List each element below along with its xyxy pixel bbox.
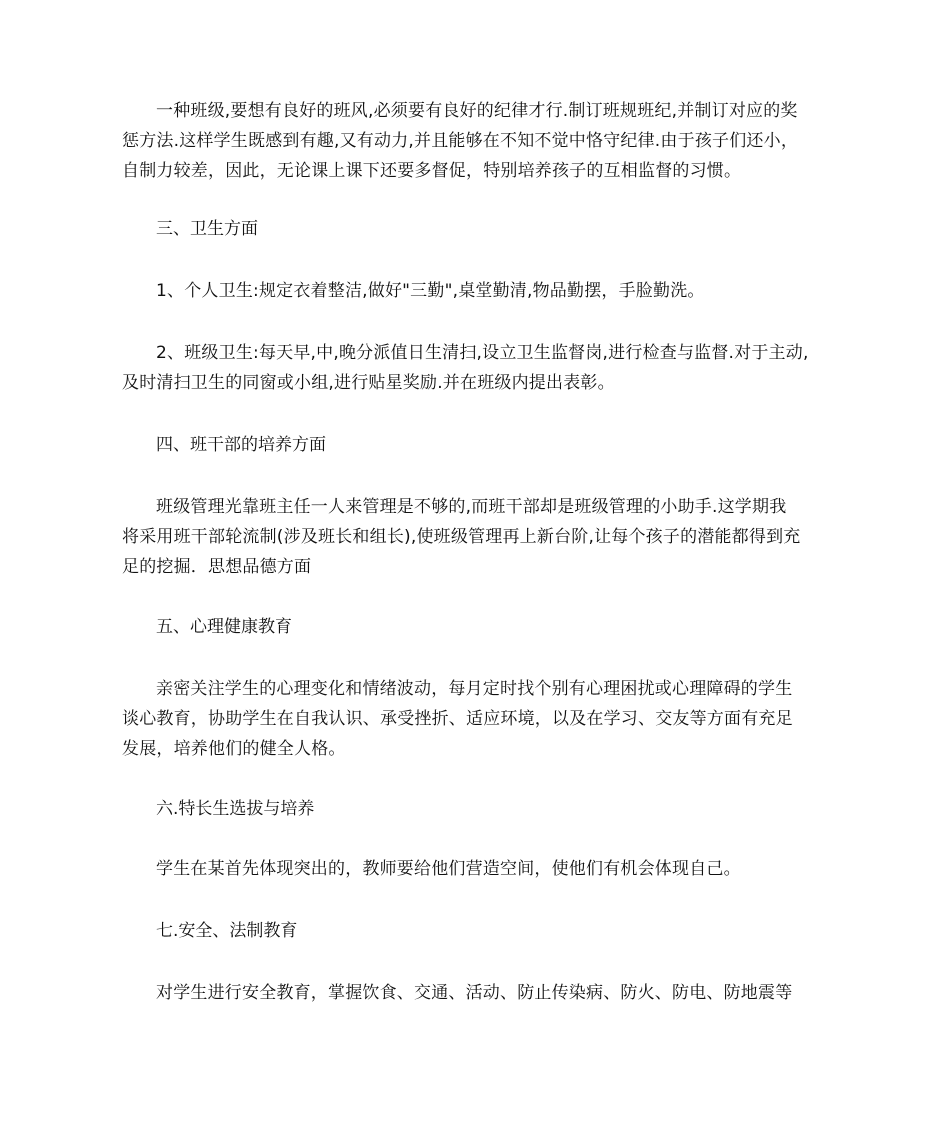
text-line: 班级管理光靠班主任一人来管理是不够的,而班干部却是班级管理的小助手.这学期我 (156, 497, 787, 517)
text-line: 将采用班干部轮流制(涉及班长和组长),使班级管理再上新台阶,让每个孩子的潜能都得到充 (122, 527, 801, 547)
paragraph-personal-hygiene (122, 276, 834, 306)
heading-text: 四、班干部的培养方面 (156, 435, 326, 455)
text-line: 一种班级,要想有良好的班风,必须要有良好的纪律才行.制订班规班纪,并制订对应的奖 (156, 101, 798, 121)
section-heading-hygiene (122, 214, 834, 244)
text-line: 对学生进行安全教育，掌握饮食、交通、活动、防止传染病、防火、防电、防地震等 (156, 983, 793, 1003)
text-line: 1、个人卫生:规定衣着整洁,做好"三勤",桌堂勤清,物品勤摆，手脸勤洗。 (156, 281, 705, 301)
text-line: 自制力较差，因此，无论课上课下还要多督促，特别培养孩子的互相监督的习惯。 (122, 161, 742, 181)
heading-text: 七.安全、法制教育 (156, 921, 298, 941)
paragraph-discipline (122, 96, 834, 186)
section-heading-mental-health (122, 612, 834, 642)
text-line: 惩方法.这样学生既感到有趣,又有动力,并且能够在不知不觉中恪守纪律.由于孩子们还小， (122, 131, 799, 151)
text-line: 发展，培养他们的健全人格。 (122, 739, 346, 759)
heading-text: 五、心理健康教育 (156, 617, 292, 637)
section-heading-talented-students (122, 794, 834, 824)
paragraph-class-hygiene (122, 338, 834, 398)
text-line: 亲密关注学生的心理变化和情绪波动，每月定时找个别有心理困扰或心理障碍的学生 (156, 679, 793, 699)
paragraph-talented-students (122, 854, 834, 884)
text-line: 足的挖掘．思想品德方面 (122, 557, 312, 577)
text-line: 及时清扫卫生的同窗或小组,进行贴星奖励.并在班级内提出表彰。 (122, 373, 615, 393)
heading-text: 三、卫生方面 (156, 219, 258, 239)
section-heading-class-cadres (122, 430, 834, 460)
paragraph-mental-health (122, 674, 834, 764)
paragraph-class-cadres (122, 492, 834, 582)
text-line: 2、班级卫生:每天早,中,晚分派值日生清扫,设立卫生监督岗,进行检查与监督.对于主动, (156, 343, 809, 363)
text-line: 谈心教育，协助学生在自我认识、承受挫折、适应环境，以及在学习、交友等方面有充足 (122, 709, 793, 729)
heading-text: 六.特长生选拔与培养 (156, 799, 315, 819)
paragraph-safety-law (122, 978, 834, 1008)
section-heading-safety-law (122, 916, 834, 946)
text-line: 学生在某首先体现突出的，教师要给他们营造空间，使他们有机会体现自己。 (156, 859, 741, 879)
